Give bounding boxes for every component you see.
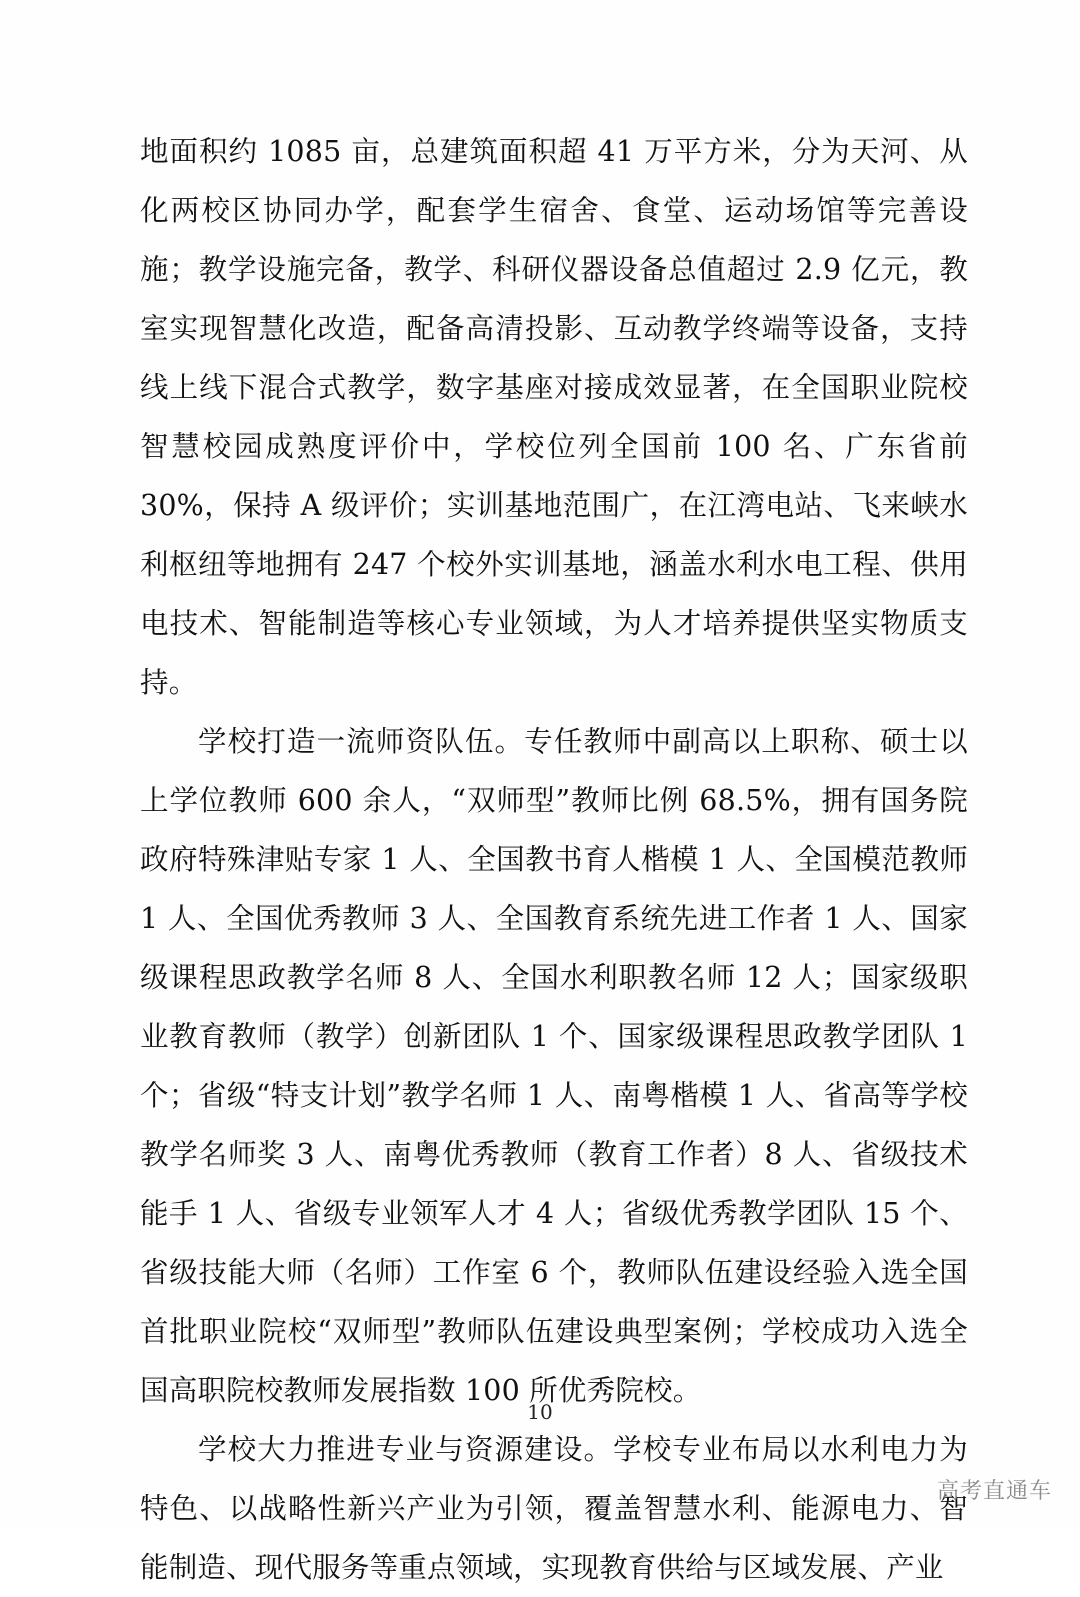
watermark-label: 高考直通车 [936,1479,1052,1504]
document-body [140,122,968,1597]
paragraph-faculty: 学校打造一流师资队伍。专任教师中副高以上职称、硕士以上学位教师 600 余人，“双师型”教师比例 68.5%，拥有国务院政府特殊津贴专家 1 人、全国教书育人楷模 1 人、全国模范教师 1 人、全国优秀教师 3 人、全国教育系统先进工作者 1 人、国家级课程思政教学名师 8 人、全国水利职教名师 12 人；国家级职业教育教师（教学）创新团队 1 个、国家级课程思政教学团队 1 个；省级“特支计划”教学名师 1 人、南粤楷模 1 人、省高等学校教学名师奖 3 人、南粤优秀教师（教育工作者）8 人、省级技术能手 1 人、省级专业领军人才 4 人；省级优秀教学团队 15 个、省级技能大师（名师）工作室 6 个，教师队伍建设经验入选全国首批职业院校“双师型”教师队伍建设典型案例；学校成功入选全国高职院校教师发展指数 100 所优秀院校。 [140,725,968,1407]
paragraph-majors: 学校大力推进专业与资源建设。学校专业布局以水利电力为特色、以战略性新兴产业为引领，覆盖智慧水利、能源电力、智能制造、现代服务等重点领域，实现教育供给与区域发展、产业 [140,1433,968,1584]
paragraph-facilities: 地面积约 1085 亩，总建筑面积超 41 万平方米，分为天河、从化两校区协同办学，配套学生宿舍、食堂、运动场馆等完善设施；教学设施完备，教学、科研仪器设备总值超过 2.9 亿元，教室实现智慧化改造，配备高清投影、互动教学终端等设备，支持线上线下混合式教学，数字基座对接成效显著，在全国职业院校智慧校园成熟度评价中，学校位列全国前 100 名、广东省前 30%，保持 A 级评价；实训基地范围广，在江湾电站、飞来峡水利枢纽等地拥有 247 个校外实训基地，涵盖水利水电工程、供用电技术、智能制造等核心专业领域，为人才培养提供坚实物质支持。 [140,135,968,699]
page-number: 10 [527,1400,553,1424]
